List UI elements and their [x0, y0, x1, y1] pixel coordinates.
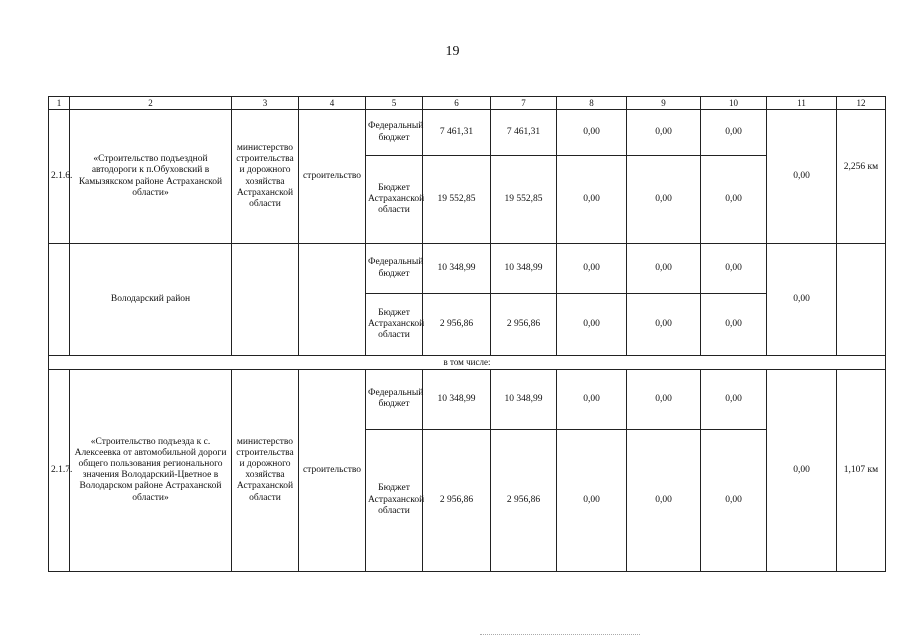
funding-source: Федеральный бюджет — [366, 110, 423, 156]
value-cell: 10 348,99 — [423, 244, 491, 294]
item-code: 2.1.7. — [49, 369, 70, 571]
value-cell: 0,00 — [701, 156, 767, 244]
header-cell: 11 — [767, 97, 837, 110]
value-cell: 0,00 — [627, 244, 701, 294]
header-cell: 10 — [701, 97, 767, 110]
item-type: строительство — [299, 369, 366, 571]
funding-source: Федеральный бюджет — [366, 369, 423, 429]
value-cell: 19 552,85 — [423, 156, 491, 244]
value-cell: 0,00 — [701, 429, 767, 571]
header-cell: 8 — [557, 97, 627, 110]
item-code — [49, 244, 70, 356]
table-row — [49, 110, 886, 156]
table-row — [49, 369, 886, 429]
value-cell: 0,00 — [767, 110, 837, 244]
value-cell: 19 552,85 — [491, 156, 557, 244]
funding-source: Бюджет Астраханской области — [366, 156, 423, 244]
item-description: «Строительство подъезда к с. Алексеевка от автомобильной дороги общего пользования регионального значения Володарский-Цветное в Володарском районе Астраханской области» — [70, 369, 232, 571]
value-cell: 10 348,99 — [423, 369, 491, 429]
header-cell: 9 — [627, 97, 701, 110]
funding-source: Бюджет Астраханской области — [366, 294, 423, 356]
value-cell: 0,00 — [627, 156, 701, 244]
header-cell: 3 — [232, 97, 299, 110]
length-cell: 1,107 км — [837, 369, 886, 571]
value-cell: 0,00 — [627, 369, 701, 429]
value-cell: 0,00 — [627, 294, 701, 356]
note-row — [49, 356, 886, 370]
length-cell — [837, 244, 886, 356]
item-code: 2.1.6. — [49, 110, 70, 244]
item-type — [299, 244, 366, 356]
value-cell: 7 461,31 — [491, 110, 557, 156]
value-cell: 0,00 — [701, 244, 767, 294]
note-text: в том числе: — [49, 356, 886, 370]
funding-source: Федеральный бюджет — [366, 244, 423, 294]
value-cell: 0,00 — [557, 244, 627, 294]
value-cell: 0,00 — [557, 369, 627, 429]
header-cell: 4 — [299, 97, 366, 110]
value-cell: 7 461,31 — [423, 110, 491, 156]
value-cell: 0,00 — [557, 110, 627, 156]
table-row — [49, 244, 886, 294]
page-number: 19 — [445, 44, 460, 59]
item-description: Володарский район — [70, 244, 232, 356]
value-cell: 0,00 — [701, 110, 767, 156]
value-cell: 0,00 — [767, 244, 837, 356]
value-cell: 10 348,99 — [491, 369, 557, 429]
item-executor — [232, 244, 299, 356]
header-row — [49, 97, 886, 110]
length-cell: 2,256 км — [837, 110, 886, 244]
header-cell: 6 — [423, 97, 491, 110]
value-cell: 2 956,86 — [491, 294, 557, 356]
value-cell: 0,00 — [557, 294, 627, 356]
value-cell: 0,00 — [627, 429, 701, 571]
header-cell: 2 — [70, 97, 232, 110]
header-cell: 1 — [49, 97, 70, 110]
item-executor: министерство строительства и дорожного хозяйства Астраханской области — [232, 110, 299, 244]
value-cell: 2 956,86 — [423, 429, 491, 571]
header-cell: 7 — [491, 97, 557, 110]
value-cell: 0,00 — [767, 369, 837, 571]
funding-source: Бюджет Астраханской области — [366, 429, 423, 571]
program-table — [48, 96, 886, 572]
item-executor: министерство строительства и дорожного хозяйства Астраханской области — [232, 369, 299, 571]
value-cell: 0,00 — [701, 294, 767, 356]
header-cell: 12 — [837, 97, 886, 110]
value-cell: 10 348,99 — [491, 244, 557, 294]
value-cell: 0,00 — [557, 429, 627, 571]
header-cell: 5 — [366, 97, 423, 110]
value-cell: 2 956,86 — [491, 429, 557, 571]
value-cell: 0,00 — [701, 369, 767, 429]
value-cell: 0,00 — [557, 156, 627, 244]
value-cell: 2 956,86 — [423, 294, 491, 356]
scan-artifact — [480, 634, 640, 637]
item-type: строительство — [299, 110, 366, 244]
value-cell: 0,00 — [627, 110, 701, 156]
item-description: «Строительство подъездной автодороги к п.Обуховский в Камызякском районе Астраханской области» — [70, 110, 232, 244]
